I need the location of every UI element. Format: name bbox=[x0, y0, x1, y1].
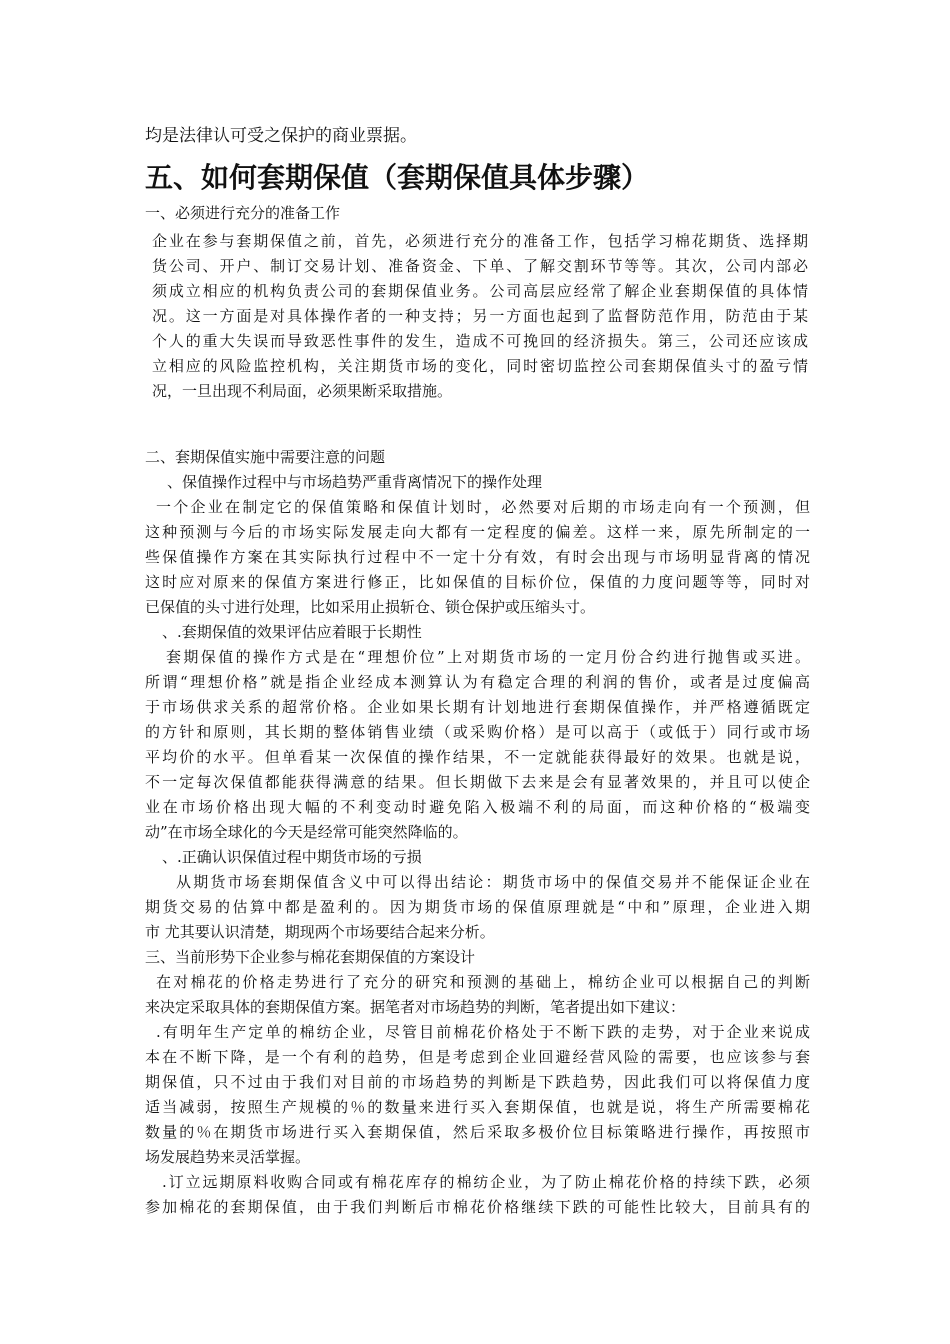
section-title: 五、如何套期保值（套期保值具体步骤） bbox=[145, 161, 650, 194]
paragraph-line: 货公司、开户、制订交易计划、准备资金、下单、了解交割环节等等。其次，公司内部必 bbox=[152, 257, 808, 275]
paragraph-line: 期货交易的估算中都是盈利的。因为期货市场的保值原理就是“中和”原理，企业进入期 bbox=[145, 898, 810, 916]
paragraph-line: 参加棉花的套期保值，由于我们判断后市棉花价格继续下跌的可能性比较大，目前具有的 bbox=[145, 1198, 810, 1216]
paragraph-line: 况，一旦出现不利局面，必须果断采取措施。 bbox=[152, 382, 453, 400]
paragraph-line: 不一定每次保值都能获得满意的结果。但长期做下去来是会有显著效果的，并且可以使企 bbox=[145, 773, 810, 791]
paragraph-line: 从期货市场套期保值含义中可以得出结论：期货市场中的保值交易并不能保证企业在 bbox=[176, 873, 810, 891]
paragraph-line: 况。这一方面是对具体操作者的一种支持；另一方面也起到了监督防范作用，防范由于某 bbox=[152, 307, 808, 325]
paragraph-line: 来决定采取具体的套期保值方案。据笔者对市场趋势的判断，笔者提出如下建议： bbox=[145, 998, 686, 1016]
paragraph-line: 于市场供求关系的超常价格。企业如果长期有计划地进行套期保值操作，并严格遵循既定 bbox=[145, 698, 810, 716]
subheading-plan: 三、当前形势下企业参与棉花套期保值的方案设计 bbox=[145, 948, 476, 966]
paragraph-line: 立相应的风险监控机构，关注期货市场的变化，同时密切监控公司套期保值头寸的盈亏情 bbox=[152, 357, 808, 375]
paragraph-line: 所谓“理想价格”就是指企业经成本测算认为有稳定合理的利润的售价，或者是过度偏高 bbox=[145, 673, 810, 691]
lead-line: 均是法律认可受之保护的商业票据。 bbox=[145, 126, 417, 146]
subheading-item: 、保值操作过程中与市场趋势严重背离情况下的操作处理 bbox=[167, 473, 543, 491]
paragraph-line: 的方针和原则，其长期的整体销售业绩（或采购价格）是可以高于（或低于）同行或市场 bbox=[145, 723, 810, 741]
paragraph-line: 这时应对原来的保值方案进行修正，比如保值的目标价位，保值的力度问题等等，同时对 bbox=[145, 573, 810, 591]
paragraph-line: 个人的重大失误而导致恶性事件的发生，造成不可挽回的经济损失。第三，公司还应该成 bbox=[152, 332, 808, 350]
paragraph-line: 套期保值的操作方式是在“理想价位”上对期货市场的一定月份合约进行抛售或买进。 bbox=[166, 648, 810, 666]
paragraph-line: .订立远期原料收购合同或有棉花库存的棉纺企业，为了防止棉花价格的持续下跌，必须 bbox=[162, 1173, 810, 1191]
paragraph-line: 场发展趋势来灵活掌握。 bbox=[145, 1148, 311, 1166]
paragraph-line: 业在市场价格出现大幅的不利变动时避免陷入极端不利的局面，而这种价格的“极端变 bbox=[145, 798, 810, 816]
paragraph-line: .有明年生产定单的棉纺企业，尽管目前棉花价格处于不断下跌的走势，对于企业来说成 bbox=[156, 1023, 810, 1041]
subheading-issues: 二、套期保值实施中需要注意的问题 bbox=[145, 448, 386, 466]
subheading-preparation: 一、必须进行充分的准备工作 bbox=[145, 204, 341, 222]
paragraph-line: 数量的％在期货市场进行买入套期保值，然后采取多极价位目标策略进行操作，再按照市 bbox=[145, 1123, 810, 1141]
paragraph-line: 这种预测与今后的市场实际发展走向大都有一定程度的偏差。这样一来，原先所制定的一 bbox=[145, 523, 810, 541]
subheading-item: 、.正确认识保值过程中期货市场的亏损 bbox=[162, 848, 422, 866]
paragraph-line: 平均价的水平。但单看某一次保值的操作结果，不一定就能获得最好的效果。也就是说， bbox=[145, 748, 810, 766]
paragraph-line: 一个企业在制定它的保值策略和保值计划时，必然要对后期的市场走向有一个预测，但 bbox=[156, 498, 810, 516]
paragraph-line: 些保值操作方案在其实际执行过程中不一定十分有效，有时会出现与市场明显背离的情况 bbox=[145, 548, 810, 566]
paragraph-line: 在对棉花的价格走势进行了充分的研究和预测的基础上，棉纺企业可以根据自己的判断 bbox=[156, 973, 810, 991]
paragraph-line: 企业在参与套期保值之前，首先，必须进行充分的准备工作，包括学习棉花期货、选择期 bbox=[152, 232, 808, 250]
paragraph-line: 市 尤其要认识清楚，期现两个市场要结合起来分析。 bbox=[145, 923, 495, 941]
paragraph-line: 动”在市场全球化的今天是经常可能突然降临的。 bbox=[145, 823, 468, 841]
paragraph-line: 已保值的头寸进行处理，比如采用止损斩仓、锁仓保护或压缩头寸。 bbox=[145, 598, 596, 616]
subheading-item: 、.套期保值的效果评估应着眼于长期性 bbox=[162, 623, 422, 641]
paragraph-line: 须成立相应的机构负责公司的套期保值业务。公司高层应经常了解企业套期保值的具体情 bbox=[152, 282, 808, 300]
paragraph-line: 本在不断下降，是一个有利的趋势，但是考虑到企业回避经营风险的需要，也应该参与套 bbox=[145, 1048, 810, 1066]
paragraph-line: 期保值，只不过由于我们对目前的市场趋势的判断是下跌趋势，因此我们可以将保值力度 bbox=[145, 1073, 810, 1091]
paragraph-line: 适当减弱，按照生产规模的％的数量来进行买入套期保值，也就是说，将生产所需要棉花 bbox=[145, 1098, 810, 1116]
